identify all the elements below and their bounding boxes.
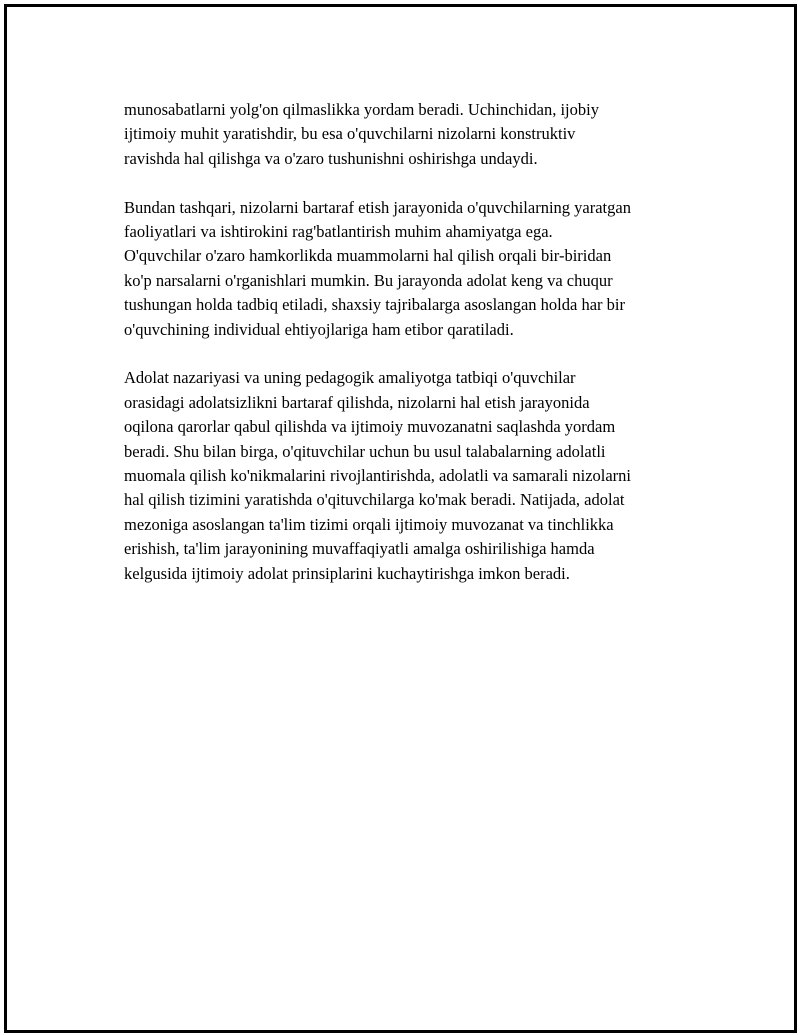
text-line: erishish, ta'lim jarayonining muvaffaqiyatli amalga oshirilishiga hamda bbox=[124, 539, 595, 559]
text-line: Bundan tashqari, nizolarni bartaraf etish jarayonida o'quvchilarning yaratgan bbox=[124, 197, 631, 217]
text-line: tushungan holda tadbiq etiladi, shaxsiy tajribalarga asoslangan holda har bir bbox=[124, 295, 625, 315]
paragraph-3 bbox=[124, 366, 724, 586]
text-line: mezoniga asoslangan ta'lim tizimi orqali ijtimoiy muvozanat va tinchlikka bbox=[124, 514, 614, 534]
paragraph-1 bbox=[124, 98, 724, 171]
text-line: muomala qilish ko'nikmalarini rivojlantirishda, adolatli va samarali nizolarni bbox=[124, 466, 632, 486]
text-line: munosabatlarni yolg'on qilmaslikka yordam beradi. Uchinchidan, ijobiy bbox=[124, 100, 599, 119]
text-line: ravishda hal qilishga va o'zaro tushunishni oshirishga undaydi. bbox=[124, 148, 538, 168]
document-body bbox=[124, 98, 724, 610]
text-line: faoliyatlari va ishtirokini rag'batlantirish muhim ahamiyatga ega. bbox=[124, 222, 553, 242]
text-line: o'quvchining individual ehtiyojlariga ham etibor qaratiladi. bbox=[124, 319, 514, 339]
text-line: orasidagi adolatsizlikni bartaraf qilishda, nizolarni hal etish jarayonida bbox=[124, 392, 590, 412]
paragraph-2 bbox=[124, 196, 724, 342]
text-line: Adolat nazariyasi va uning pedagogik amaliyotga tatbiqi o'quvchilar bbox=[124, 368, 576, 388]
text-line: O'quvchilar o'zaro hamkorlikda muammolarni hal qilish orqali bir-biridan bbox=[124, 246, 612, 266]
text-line: kelgusida ijtimoiy adolat prinsiplarini kuchaytirishga imkon beradi. bbox=[124, 563, 570, 583]
text-line: ko'p narsalarni o'rganishlari mumkin. Bu jarayonda adolat keng va chuqur bbox=[124, 270, 613, 290]
text-line: beradi. Shu bilan birga, o'qituvchilar uchun bu usul talabalarning adolatli bbox=[124, 441, 606, 461]
text-line: ijtimoiy muhit yaratishdir, bu esa o'quvchilarni nizolarni konstruktiv bbox=[124, 124, 576, 144]
text-line: oqilona qarorlar qabul qilishda va ijtimoiy muvozanatni saqlashda yordam bbox=[124, 417, 616, 437]
page-frame bbox=[4, 4, 797, 1033]
text-line: hal qilish tizimini yaratishda o'qituvchilarga ko'mak beradi. Natijada, adolat bbox=[124, 490, 625, 510]
